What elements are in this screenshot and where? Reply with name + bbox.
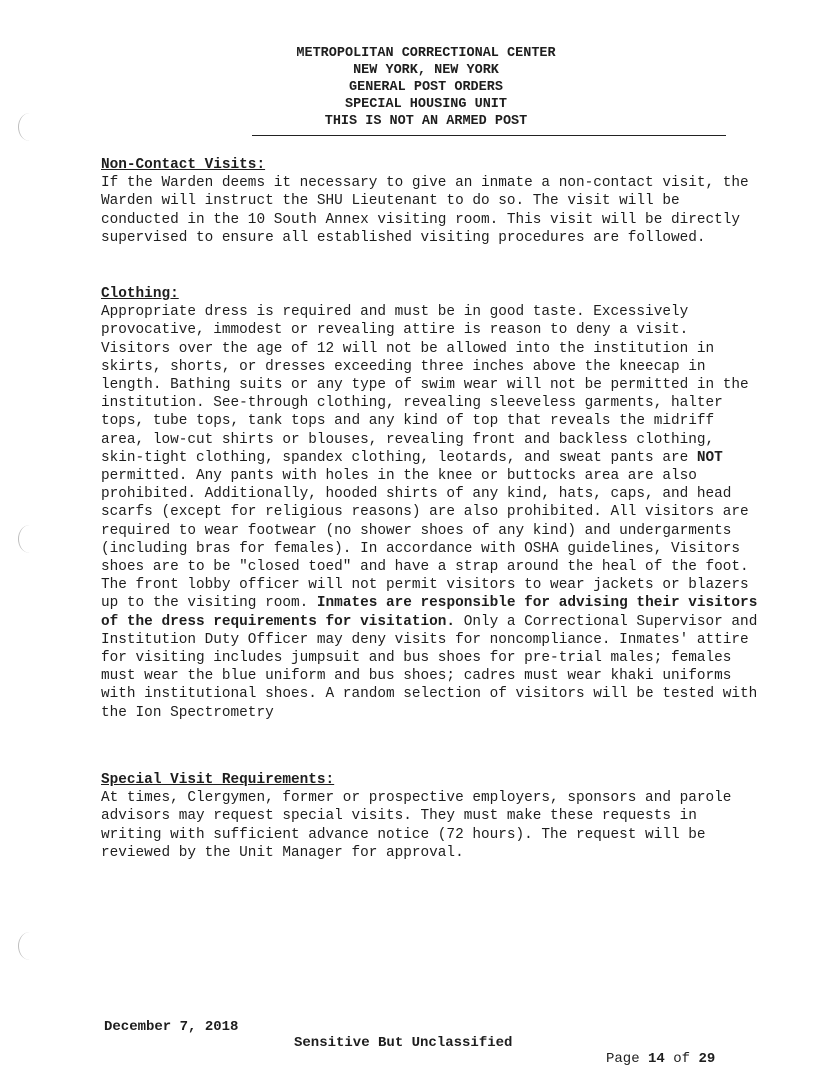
body-text: Appropriate dress is required and must be in good taste. Excessively provocative, immodest or revealing attire is reason to deny a visit. Visitors over the age of 12 will not be allowed into the institution in skirts, shorts, or dresses exceeding three inches above the kneecap in length. Bathing suits or any type of swim wear will not be permitted in the institution. See-through clothing, revealing sleeveless garments, halter tops, tube tops, tank tops and any kind of top that reveals the midriff area, low-cut shirts or blouses, revealing front and backless clothing, skin-tight clothing, spandex clothing, leotards, and sweat pants are [101, 304, 749, 466]
body-text: Only a Correctional Supervisor and Institution Duty Officer may deny visits for noncompliance. Inmates' attire for visiting includes jumpsuit and bus shoes for pre-trial males; females must wear the blue uniform and bus shoes; cadres must wear khaki uniforms with institutional shoes. A random selection of visitors will be tested with the Ion Spectrometry [101, 613, 758, 721]
footer-date: December 7, 2018 [104, 1019, 239, 1035]
header-line-location: NEW YORK, NEW YORK [353, 63, 499, 78]
emphasis-inmate-responsibility: Inmates are responsible for advising their visitors of the dress requirements for visitation. [101, 595, 758, 630]
header-line-post-status: THIS IS NOT AN ARMED POST [324, 114, 528, 129]
page-current: 14 [648, 1051, 665, 1067]
section-clothing [101, 285, 761, 722]
section-body [101, 303, 761, 722]
section-title: Clothing: [101, 286, 179, 302]
footer-page-number [606, 1051, 715, 1067]
header-divider [252, 135, 726, 136]
header-line-unit: SPECIAL HOUSING UNIT [344, 97, 508, 112]
section-title: Non-Contact Visits: [101, 157, 266, 173]
body-text: permitted. Any pants with holes in the knee or buttocks area are also prohibited. Additionally, hooded shirts of any kind, hats, caps, and head scarfs (except for religious reasons) are also prohibited. All visitors are required to wear footwear (no shower shoes of any kind) and undergarments (including bras for females). In accordance with OSHA guidelines, Visitors shoes are to be "closed toed" and have a strap around the heal of the foot. The front lobby officer will not permit visitors to wear jackets or blazers up to the visiting room. [101, 468, 749, 612]
document-header [100, 45, 752, 130]
page-total: 29 [698, 1051, 716, 1067]
header-line-orders: GENERAL POST ORDERS [349, 80, 503, 95]
page-of: of [664, 1051, 699, 1067]
punch-hole-mark [18, 113, 41, 141]
section-non-contact-visits [101, 156, 761, 247]
emphasis-not: NOT [696, 449, 723, 466]
header-line-facility: METROPOLITAN CORRECTIONAL CENTER [296, 46, 556, 61]
section-body: If the Warden deems it necessary to give an inmate a non-contact visit, the Warden will instruct the SHU Lieutenant to do so. The visit will be conducted in the 10 South Annex visiting room. This visit will be directly supervised to ensure all established visiting procedures are followed. [101, 175, 749, 246]
punch-hole-mark [18, 525, 41, 553]
page-prefix: Page [606, 1051, 649, 1067]
section-body: At times, Clergymen, former or prospective employers, sponsors and parole advisors may request special visits. They must make these requests in writing with sufficient advance notice (72 hours). The request will be reviewed by the Unit Manager for approval. [101, 790, 732, 861]
punch-hole-mark [18, 932, 41, 960]
footer-classification: Sensitive But Unclassified [294, 1035, 513, 1051]
page-footer [104, 1003, 744, 1067]
section-special-visit-requirements [101, 771, 761, 862]
section-title: Special Visit Requirements: [101, 772, 335, 788]
